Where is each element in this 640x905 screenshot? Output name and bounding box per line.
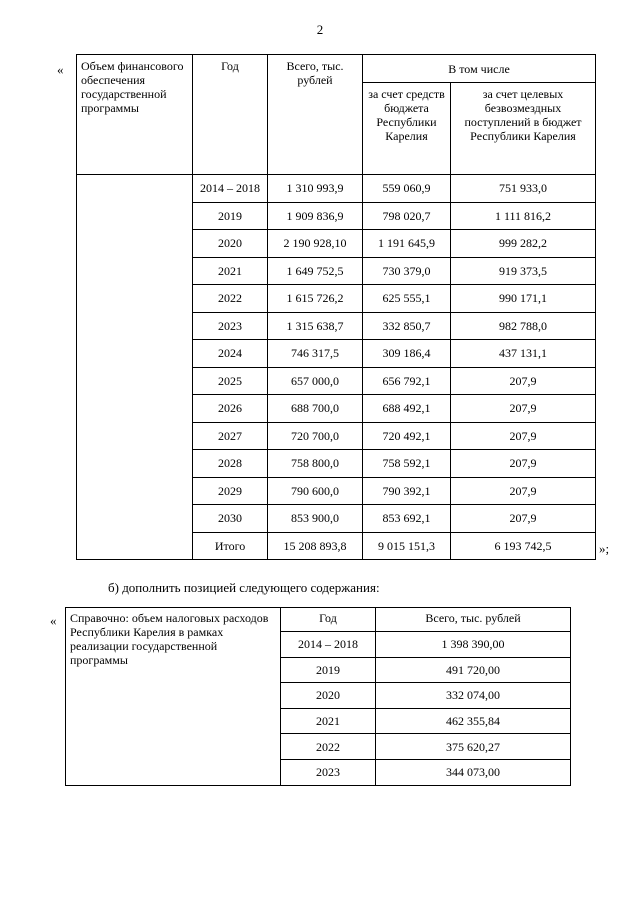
cell-total: 1 649 752,5 (268, 257, 363, 285)
cell-targeted: 207,9 (451, 367, 596, 395)
cell-total: 746 317,5 (268, 340, 363, 368)
cell-year: 2019 (281, 657, 376, 683)
cell-year: 2023 (193, 312, 268, 340)
opening-quote: « (57, 62, 64, 77)
cell-budget: 9 015 151,3 (363, 532, 451, 560)
cell-year: 2029 (193, 477, 268, 505)
cell-targeted: 207,9 (451, 450, 596, 478)
cell-year: 2024 (193, 340, 268, 368)
cell-budget: 798 020,7 (363, 202, 451, 230)
cell-targeted: 207,9 (451, 477, 596, 505)
table-row (77, 175, 596, 203)
cell-total: 2 190 928,10 (268, 230, 363, 258)
cell-budget: 730 379,0 (363, 257, 451, 285)
financing-table (76, 54, 596, 560)
cell-targeted: 207,9 (451, 422, 596, 450)
cell-year: 2027 (193, 422, 268, 450)
cell-budget: 758 592,1 (363, 450, 451, 478)
cell-total: 491 720,00 (376, 657, 571, 683)
cell-year: 2019 (193, 202, 268, 230)
cell-total: 720 700,0 (268, 422, 363, 450)
cell-year: Итого (193, 532, 268, 560)
cell-year: 2023 (281, 759, 376, 785)
cell-budget: 790 392,1 (363, 477, 451, 505)
cell-total: 853 900,0 (268, 505, 363, 533)
cell-targeted: 6 193 742,5 (451, 532, 596, 560)
cell-year: 2020 (281, 683, 376, 709)
cell-total: 657 000,0 (268, 367, 363, 395)
cell-total: 688 700,0 (268, 395, 363, 423)
tax-label: Справочно: объем налоговых расходов Республики Карелия в рамках реализации государственной программы (66, 608, 281, 786)
cell-total: 790 600,0 (268, 477, 363, 505)
cell-total: 344 073,00 (376, 759, 571, 785)
cell-total: 1 310 993,9 (268, 175, 363, 203)
header-year-2: Год (281, 608, 376, 632)
header-targeted: за счет целевых безвозмездных поступлений в бюджет Республики Карелия (451, 83, 596, 175)
cell-total: 15 208 893,8 (268, 532, 363, 560)
cell-budget: 688 492,1 (363, 395, 451, 423)
cell-budget: 559 060,9 (363, 175, 451, 203)
cell-targeted: 207,9 (451, 505, 596, 533)
cell-budget: 332 850,7 (363, 312, 451, 340)
cell-year: 2021 (193, 257, 268, 285)
cell-total: 332 074,00 (376, 683, 571, 709)
header-budget: за счет средств бюджета Республики Карелия (363, 83, 451, 175)
cell-total: 375 620,27 (376, 734, 571, 760)
cell-total: 1 398 390,00 (376, 632, 571, 658)
cell-total: 1 615 726,2 (268, 285, 363, 313)
cell-targeted: 1 111 816,2 (451, 202, 596, 230)
page-number: 2 (316, 22, 324, 37)
label-spacer (77, 175, 193, 560)
cell-year: 2022 (281, 734, 376, 760)
closing-quote: »; (599, 541, 610, 556)
header-total: Всего, тыс. рублей (268, 55, 363, 175)
cell-year: 2014 – 2018 (193, 175, 268, 203)
cell-year: 2021 (281, 708, 376, 734)
cell-budget: 853 692,1 (363, 505, 451, 533)
cell-budget: 309 186,4 (363, 340, 451, 368)
header-total-2: Всего, тыс. рублей (376, 608, 571, 632)
cell-year: 2014 – 2018 (281, 632, 376, 658)
cell-budget: 656 792,1 (363, 367, 451, 395)
header-year: Год (193, 55, 268, 175)
cell-year: 2025 (193, 367, 268, 395)
cell-targeted: 999 282,2 (451, 230, 596, 258)
cell-total: 462 355,84 (376, 708, 571, 734)
cell-total: 1 315 638,7 (268, 312, 363, 340)
cell-targeted: 982 788,0 (451, 312, 596, 340)
cell-targeted: 919 373,5 (451, 257, 596, 285)
opening-quote-2: « (50, 613, 57, 628)
financing-label: Объем финансового обеспечения государственной программы (77, 55, 193, 175)
cell-year: 2030 (193, 505, 268, 533)
cell-year: 2020 (193, 230, 268, 258)
cell-total: 758 800,0 (268, 450, 363, 478)
cell-budget: 720 492,1 (363, 422, 451, 450)
cell-targeted: 437 131,1 (451, 340, 596, 368)
cell-year: 2026 (193, 395, 268, 423)
cell-year: 2028 (193, 450, 268, 478)
cell-total: 1 909 836,9 (268, 202, 363, 230)
cell-targeted: 990 171,1 (451, 285, 596, 313)
cell-targeted: 751 933,0 (451, 175, 596, 203)
header-including: В том числе (363, 55, 596, 83)
cell-targeted: 207,9 (451, 395, 596, 423)
cell-budget: 1 191 645,9 (363, 230, 451, 258)
cell-year: 2022 (193, 285, 268, 313)
tax-expenditure-table (65, 607, 571, 786)
paragraph-text: б) дополнить позицией следующего содержания: (108, 580, 380, 595)
cell-budget: 625 555,1 (363, 285, 451, 313)
